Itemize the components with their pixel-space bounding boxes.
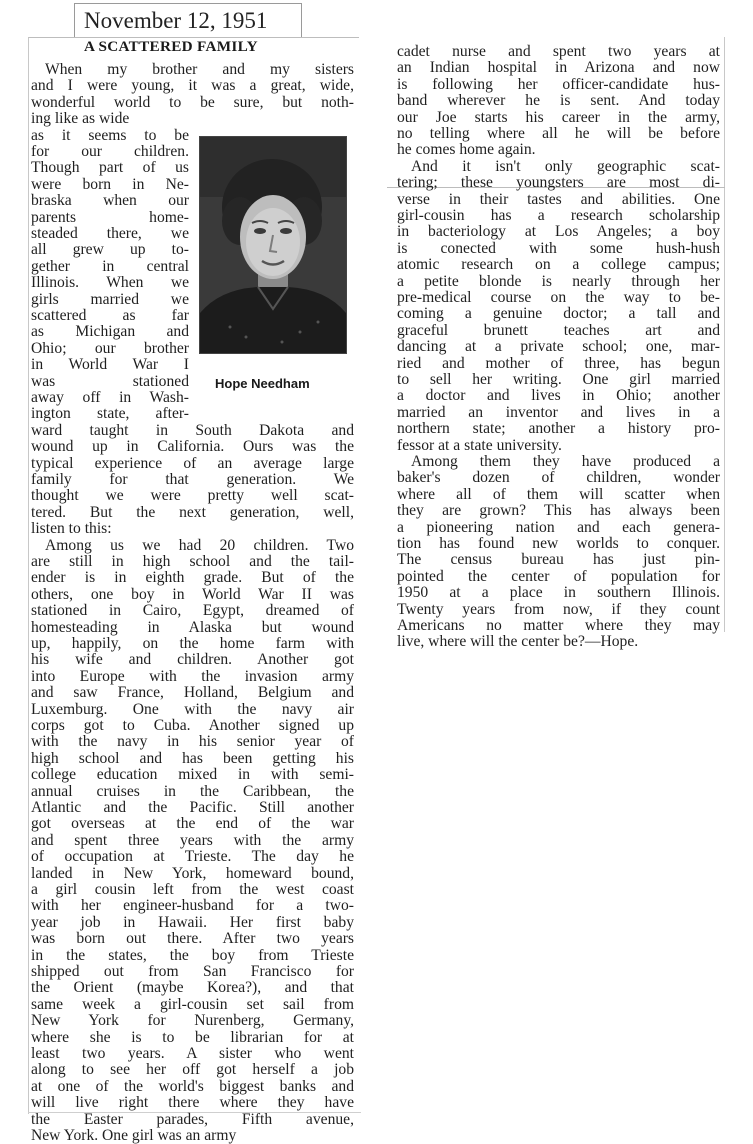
right-column-line: graceful brunett teaches art and <box>397 322 720 339</box>
left-column-line: ington state, after- <box>31 406 189 423</box>
right-column-line: atomic research on a college campus; <box>397 257 720 274</box>
right-column-line: cadet nurse and spent two years at <box>397 44 720 60</box>
left-column-line: Ohio; our brother <box>31 340 189 357</box>
left-column-line: as Michigan and <box>31 324 189 341</box>
left-column-line: tered. But the next generation, well, <box>31 504 354 521</box>
left-column-line: year job in Hawaii. Her first baby <box>31 914 354 931</box>
left-column-line: listen to this: <box>31 521 112 538</box>
left-column-line: ward taught in South Dakota and <box>31 422 354 439</box>
right-column-line: pre-medical course on the way to be- <box>397 290 720 306</box>
left-column-line: parents home- <box>31 209 189 226</box>
right-column-line: 1950 at a place in southern Illinois. <box>397 585 720 602</box>
left-column-line: same week a girl-cousin set sail from <box>31 996 354 1013</box>
left-column-line: wound up in California. Ours was the <box>31 439 354 456</box>
left-column-line: braska when our <box>31 193 189 210</box>
right-column-line: dancing at a private school; one, mar- <box>397 339 720 356</box>
left-column-line: were born in Ne- <box>31 176 189 193</box>
left-column-line: college education mixed in with semi- <box>31 767 354 784</box>
left-column-line: in World War I <box>31 357 189 374</box>
left-column-line: landed in New York, homeward bound, <box>31 865 354 882</box>
right-column-line: a petite blonde is nearly through her <box>397 273 720 290</box>
left-column-line: annual cruises in the Caribbean, the <box>31 783 354 800</box>
left-column-line: and saw France, Holland, Belgium and <box>31 685 354 702</box>
right-column-line: The census bureau has just pin- <box>397 552 720 569</box>
left-column-line: with her engineer-husband for a two- <box>31 898 354 915</box>
left-column-line: with the navy in his senior year of <box>31 734 354 751</box>
left-column-line: New York for Nurenberg, Germany, <box>31 1013 354 1030</box>
clipping-date: November 12, 1951 <box>84 8 268 33</box>
left-column-line: up, happily, on the home farm with <box>31 636 354 652</box>
right-column-line: is following her officer-candidate hus- <box>397 76 720 93</box>
left-column-line: in the states, the boy from Trieste <box>31 947 354 964</box>
left-column-line: got overseas at the end of the war <box>31 816 354 833</box>
right-column-line: to sell her writing. One girl married <box>397 372 720 388</box>
right-column-line: he comes home again. <box>397 142 536 159</box>
right-column-line: married an inventor and lives in a <box>397 404 720 421</box>
left-column-line: high school and has been getting his <box>31 750 354 767</box>
right-column-line: a pioneering nation and each genera- <box>397 519 720 536</box>
left-column-line: Among us we had 20 children. Two <box>45 537 354 554</box>
left-column-line: will live right there where they have <box>31 1095 354 1112</box>
left-column-line: New York. One girl was an army <box>31 1128 237 1144</box>
left-column-line: stationed in Cairo, Egypt, dreamed of <box>31 603 354 620</box>
left-column-line: Illinois. When we <box>31 275 189 292</box>
left-column-line: girls married we <box>31 291 189 308</box>
left-column-line: of occupation at Trieste. The day he <box>31 849 354 866</box>
portrait-image <box>200 137 346 353</box>
left-column-line: Luxemburg. One with the navy air <box>31 701 354 718</box>
author-portrait-photo <box>199 136 347 354</box>
left-column-line: away off in Wash- <box>31 390 189 406</box>
right-column-line: tion has found new worlds to conquer. <box>397 536 720 552</box>
left-column-line: ing like as wide <box>31 111 130 128</box>
left-column-line: scattered as far <box>31 308 189 324</box>
right-column-line: live, where will the center be?—Hope. <box>397 634 639 651</box>
right-column-line: ried and mother of three, has begun <box>397 355 720 372</box>
right-column-line: Americans no matter where they may <box>397 618 720 634</box>
left-column-line: and I were young, it was a great, wide, <box>31 78 354 95</box>
right-column-line: is conected with some hush-hush <box>397 240 720 257</box>
left-column-line: are still in high school and the tail- <box>31 554 354 570</box>
photo-caption: Hope Needham <box>215 376 310 391</box>
left-column-line: typical experience of an average large <box>31 455 354 472</box>
left-column-line: Atlantic and the Pacific. Still another <box>31 800 354 816</box>
left-column-line: for our children. <box>31 144 189 160</box>
right-column-line: our Joe starts his career in the army, <box>397 109 720 126</box>
clipping-date-tab <box>74 3 302 38</box>
left-column-line: where she is to be librarian for at <box>31 1029 354 1046</box>
left-column-line: family for that generation. We <box>31 472 354 488</box>
right-column-line: pointed the center of population for <box>397 568 720 585</box>
right-column-line: fessor at a state university. <box>397 437 562 454</box>
right-column-line: girl-cousin has a research scholarship <box>397 208 720 224</box>
left-column-line: his wife and children. Another got <box>31 652 354 669</box>
right-column-line: no telling where all he will be before <box>397 126 720 142</box>
left-column-line: gether in central <box>31 258 189 275</box>
right-column-line: where all of them will scatter when <box>397 486 720 503</box>
left-column-line: ender is in eighth grade. But of the <box>31 570 354 587</box>
left-column-line: thought we were pretty well scat- <box>31 488 354 505</box>
right-column-line: a doctor and lives in Ohio; another <box>397 388 720 405</box>
right-column-line: verse in their tastes and abilities. One <box>397 191 720 208</box>
left-column-line: corps got to Cuba. Another signed up <box>31 718 354 734</box>
left-column-line: as it seems to be <box>31 127 189 144</box>
left-column-line: a girl cousin left from the west coast <box>31 882 354 898</box>
right-column-line: Among them they have produced a <box>411 454 720 470</box>
left-column-line: all grew up to- <box>31 242 189 259</box>
left-column-line: was born out there. After two years <box>31 931 354 948</box>
left-column-line: was stationed <box>31 373 189 390</box>
right-column-line: And it isn't only geographic scat- <box>411 158 720 175</box>
right-column-line: northern state; another a history pro- <box>397 421 720 438</box>
article-headline: A SCATTERED FAMILY <box>84 38 258 55</box>
left-column-line: homesteading in Alaska but wound <box>31 619 354 636</box>
left-column-line: and spent three years with the army <box>31 832 354 849</box>
right-column-line: tering; these youngsters are most di- <box>397 175 720 192</box>
left-column-line: at one of the world's biggest banks and <box>31 1078 354 1095</box>
left-column-line: the Orient (maybe Korea?), and that <box>31 980 354 997</box>
right-column-line: an Indian hospital in Arizona and now <box>397 60 720 77</box>
right-column-line: baker's dozen of children, wonder <box>397 470 720 487</box>
left-column-line: the Easter parades, Fifth avenue, <box>31 1111 354 1128</box>
right-column-line: in bacteriology at Los Angeles; a boy <box>397 224 720 241</box>
left-column-line: shipped out from San Francisco for <box>31 964 354 980</box>
left-column-line: others, one boy in World War II was <box>31 586 354 603</box>
left-column-line: Though part of us <box>31 160 189 177</box>
left-column-line: steaded there, we <box>31 226 189 242</box>
left-column-line: When my brother and my sisters <box>45 62 354 78</box>
right-column-line: they are grown? This has always been <box>397 503 720 520</box>
left-column-line: wonderful world to be sure, but noth- <box>31 94 354 111</box>
right-column-line: Twenty years from now, if they count <box>397 601 720 618</box>
left-column-line: into Europe with the invasion army <box>31 668 354 685</box>
right-column-line: band wherever he is sent. And today <box>397 93 720 110</box>
left-column-line: least two years. A sister who went <box>31 1046 354 1062</box>
left-column-line: along to see her off got herself a job <box>31 1062 354 1079</box>
right-column-line: coming a genuine doctor; a tall and <box>397 306 720 323</box>
